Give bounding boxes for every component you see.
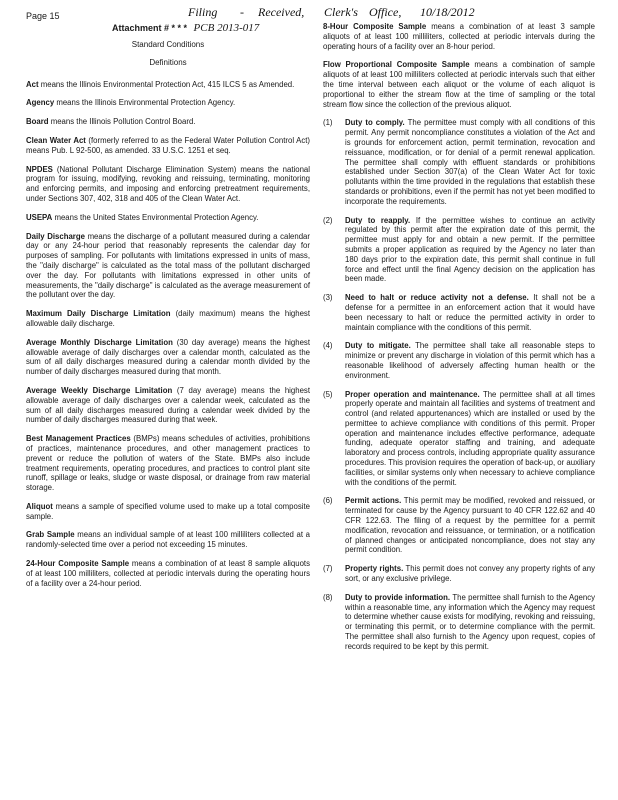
definition-paragraph (26, 165, 310, 204)
condition-text: This permit may be modified, revoked and reissued, or terminated for cause by the Agency pursuant to 40 CFR 122.62 and 40 CFR 122.63. The filing of a request by the permittee for a permit modification, revocation and reissuance, or termination, or a notification of planned changes or anticipated noncompliance, does not stay any permit condition. (345, 496, 595, 555)
condition-title: Property rights. (345, 564, 404, 574)
condition-number: (1) (323, 118, 333, 128)
condition-text: The permittee must comply with all conditions of this permit. Any permit noncompliance constitutes a violation of the Act and is grounds for enforcement action, permit termination, revocation and reissuance, modification, or for denial of a permit renewal application. The permittee shall comply with effluent standards or prohibitions established under Section 307(a) of the Clean Water Act for toxic pollutants within the time provided in the regulations that establish these standards or prohibitions, even if the permit has not yet been modified to incorporate the requirements. (345, 118, 595, 206)
condition-title: Duty to comply. (345, 118, 405, 128)
definition-term: Average Weekly Discharge Limitation (26, 385, 173, 395)
condition-number: (6) (323, 496, 333, 506)
condition-title: Permit actions. (345, 496, 402, 506)
condition-item (323, 216, 595, 285)
condition-body (345, 341, 595, 380)
definition-paragraph (26, 530, 310, 550)
condition-text: This permit does not convey any property rights of any sort, or any exclusive privilege. (345, 564, 595, 584)
definition-term: Flow Proportional Composite Sample (323, 60, 470, 70)
definition-text: means the Illinois Environmental Protection Agency. (56, 98, 236, 108)
definition-term: Average Monthly Discharge Limitation (26, 337, 173, 347)
definition-text: means a sample of specified volume used to make up a total composite sample. (26, 501, 310, 521)
condition-body (345, 118, 595, 206)
definition-term: Aliquot (26, 501, 53, 511)
definition-term: Clean Water Act (26, 135, 86, 145)
standard-conditions-list (323, 118, 595, 651)
definition-paragraph (26, 98, 310, 108)
condition-number: (2) (323, 215, 333, 225)
condition-text: The permittee shall furnish to the Agency within a reasonable time, any information which the Agency may request to determine whether cause exists for modifying, revoking and reissuing, or terminating this permit, or to determine compliance with the permit. The permittee shall also furnish to the Agency upon request, copies of records required to be kept by this permit. (345, 592, 596, 651)
definition-paragraph (26, 338, 310, 377)
condition-number: (4) (323, 341, 333, 351)
definition-paragraph (26, 232, 310, 301)
heading-definitions: Definitions (149, 57, 187, 67)
filing-stamp (188, 5, 488, 21)
definition-text: (BMPs) means schedules of activities, prohibitions of practices, maintenance procedures, and other management practices to prevent or reduce the pollution of waters of the State. BMPs also include treatment requirements, operating procedures, and practices to control plant site runoff, spillage or leaks, sludge or waste disposal, or drainage from raw material storage. (26, 434, 310, 493)
definition-term: 8-Hour Composite Sample (323, 22, 427, 31)
condition-item (323, 496, 595, 555)
definition-paragraph (26, 117, 310, 127)
definition-paragraph (26, 136, 310, 156)
condition-title: Duty to mitigate. (345, 341, 411, 351)
definition-term: NPDES (26, 164, 53, 174)
definition-term: Maximum Daily Discharge Limitation (26, 309, 171, 319)
left-column (26, 40, 310, 597)
stamp-office: Office, (369, 5, 402, 19)
condition-number: (8) (323, 592, 333, 602)
definition-text: means a combination of at least 8 sample aliquots of at least 100 milliliters, collected at periodic intervals during the operating hours of a facility over a 24-hour period. (26, 559, 310, 588)
right-column (323, 22, 595, 661)
condition-title: Proper operation and maintenance. (345, 389, 480, 399)
condition-body (345, 293, 595, 332)
attachment-label: Attachment # * * * (112, 23, 188, 33)
condition-item (323, 293, 595, 332)
definition-text: (formerly referred to as the Federal Water Pollution Control Act) means Pub. L 92-500, as amended. 33 U.S.C. 1251 et seq. (26, 135, 310, 155)
definition-paragraph (26, 309, 310, 329)
definition-text: means the Illinois Environmental Protection Act, 415 ILCS 5 as Amended. (40, 79, 295, 89)
definition-text: (daily maximum) means the highest allowable daily discharge. (26, 309, 310, 328)
definition-paragraph (323, 22, 595, 51)
definition-term: Daily Discharge (26, 231, 85, 241)
definition-term: Act (26, 79, 39, 89)
definition-term: Board (26, 117, 49, 127)
condition-number: (5) (323, 389, 333, 399)
condition-item (323, 341, 595, 380)
definition-paragraph (323, 60, 595, 109)
left-definitions (26, 80, 310, 589)
definition-paragraph (26, 502, 310, 522)
right-definitions (323, 22, 595, 109)
definition-text: means the discharge of a pollutant measured during a calendar day or any 24-hour period that reasonably represents the calendar day for purposes of sampling. For pollutants with limitations expressed in units of mass, the "daily discharge" is calculated as the total mass of the pollutant discharged over the day. For pollutants with limitations expressed in other units of measurements, the "daily discharge" is calculated as the average measurement of the pollutant over the day. (26, 231, 310, 300)
condition-title: Duty to provide information. (345, 592, 451, 602)
definition-term: Grab Sample (26, 530, 75, 540)
attachment-header (112, 22, 259, 34)
condition-number: (3) (323, 293, 333, 303)
definition-text: means an individual sample of at least 100 milliliters collected at a randomly-selected time over a period not exceeding 15 minutes. (26, 530, 310, 550)
definition-text: means a combination of at least 3 sample aliquots of at least 100 milliliters, collected at periodic intervals during the operating hours of a facility over an 8-hour period. (323, 22, 595, 51)
definition-text: means a combination of sample aliquots of at least 100 milliliters collected at periodic intervals such that either the time interval between each aliquot or the volume of each aliquot is proportional to either the stream flow at the time of sampling or the total stream flow since the collection of the previous aliquot. (323, 60, 595, 109)
stamp-date: 10/18/2012 (420, 5, 475, 19)
stamp-received: Received, (258, 5, 305, 19)
definition-paragraph (26, 213, 310, 223)
condition-text: The permittee shall take all reasonable steps to minimize or prevent any discharge in violation of this permit which has a reasonable likelihood of adversely affecting human health or the environment. (345, 341, 595, 380)
definition-text: (30 day average) means the highest allowable average of daily discharges over a calendar month, calculated as the sum of all daily discharges measured during a calendar month divided by the number of daily discharges measured during that month. (26, 337, 310, 377)
condition-body (345, 564, 595, 584)
condition-text: If the permittee wishes to continue an activity regulated by this permit after the expiration date of this permit, the permittee must apply for and obtain a new permit. If the permittee submits a proper application as required by the Agency no later than 180 days prior to the expiration date, this permit shall continue in full force and effect until the final Agency decision on the application has been made. (345, 215, 596, 284)
definition-text: means the United States Environmental Protection Agency. (54, 212, 259, 222)
condition-title: Need to halt or reduce activity not a defense. (345, 293, 529, 303)
definition-term: USEPA (26, 212, 53, 222)
condition-number: (7) (323, 564, 333, 574)
condition-body (345, 593, 595, 652)
condition-title: Duty to reapply. (345, 215, 411, 225)
condition-item (323, 564, 595, 584)
definition-text: means the Illinois Pollution Control Board. (50, 117, 196, 127)
definition-paragraph (26, 434, 310, 493)
condition-item (323, 118, 595, 206)
definition-term: Agency (26, 98, 55, 108)
condition-text: It shall not be a defense for a permittee in an enforcement action that it would have been necessary to halt or reduce the permitted activity in order to maintain compliance with the conditions of this permit. (345, 293, 595, 332)
page-number: Page 15 (26, 11, 60, 21)
definition-paragraph (26, 386, 310, 425)
stamp-filing: Filing (188, 5, 218, 19)
stamp-dash: - (240, 5, 244, 19)
condition-body (345, 496, 595, 555)
definition-paragraph (26, 80, 310, 90)
definition-term: 24-Hour Composite Sample (26, 559, 130, 569)
stamp-clerks: Clerk's (324, 5, 358, 19)
condition-body (345, 216, 595, 285)
condition-text: The permittee shall at all times properly operate and maintain all facilities and systems of treatment and control (and related appurtenances) which are installed or used by the permittee to achieve compliance with conditions of this permit. Proper operation and maintenance includes effective performance, adequate funding, adequate operator staffing and training, and adequate laboratory and process controls, including appropriate quality assurance procedures. This provision requires the operation of back-up, or auxiliary facilities, or similar systems only when necessary to achieve compliance with the conditions of the permit. (345, 389, 595, 487)
definition-text: (National Pollutant Discharge Elimination System) means the national program for issuing, modifying, revoking and reissuing, terminating, monitoring and enforcing permits, and imposing and enforcing pretreatment requirements, under Sections 307, 402, 318 and 405 of the Clean Water Act. (26, 164, 310, 203)
condition-item (323, 593, 595, 652)
definition-paragraph (26, 559, 310, 588)
condition-body (345, 390, 595, 488)
pcb-number: PCB 2013-017 (193, 22, 260, 34)
condition-item (323, 390, 595, 488)
definition-text: (7 day average) means the highest allowable average of daily discharges over a calendar week, calculated as the sum of all daily discharges measured during a calendar week divided by the number of daily discharges measured during that week. (26, 385, 310, 425)
definition-term: Best Management Practices (26, 434, 131, 444)
heading-standard-conditions: Standard Conditions (131, 40, 205, 49)
